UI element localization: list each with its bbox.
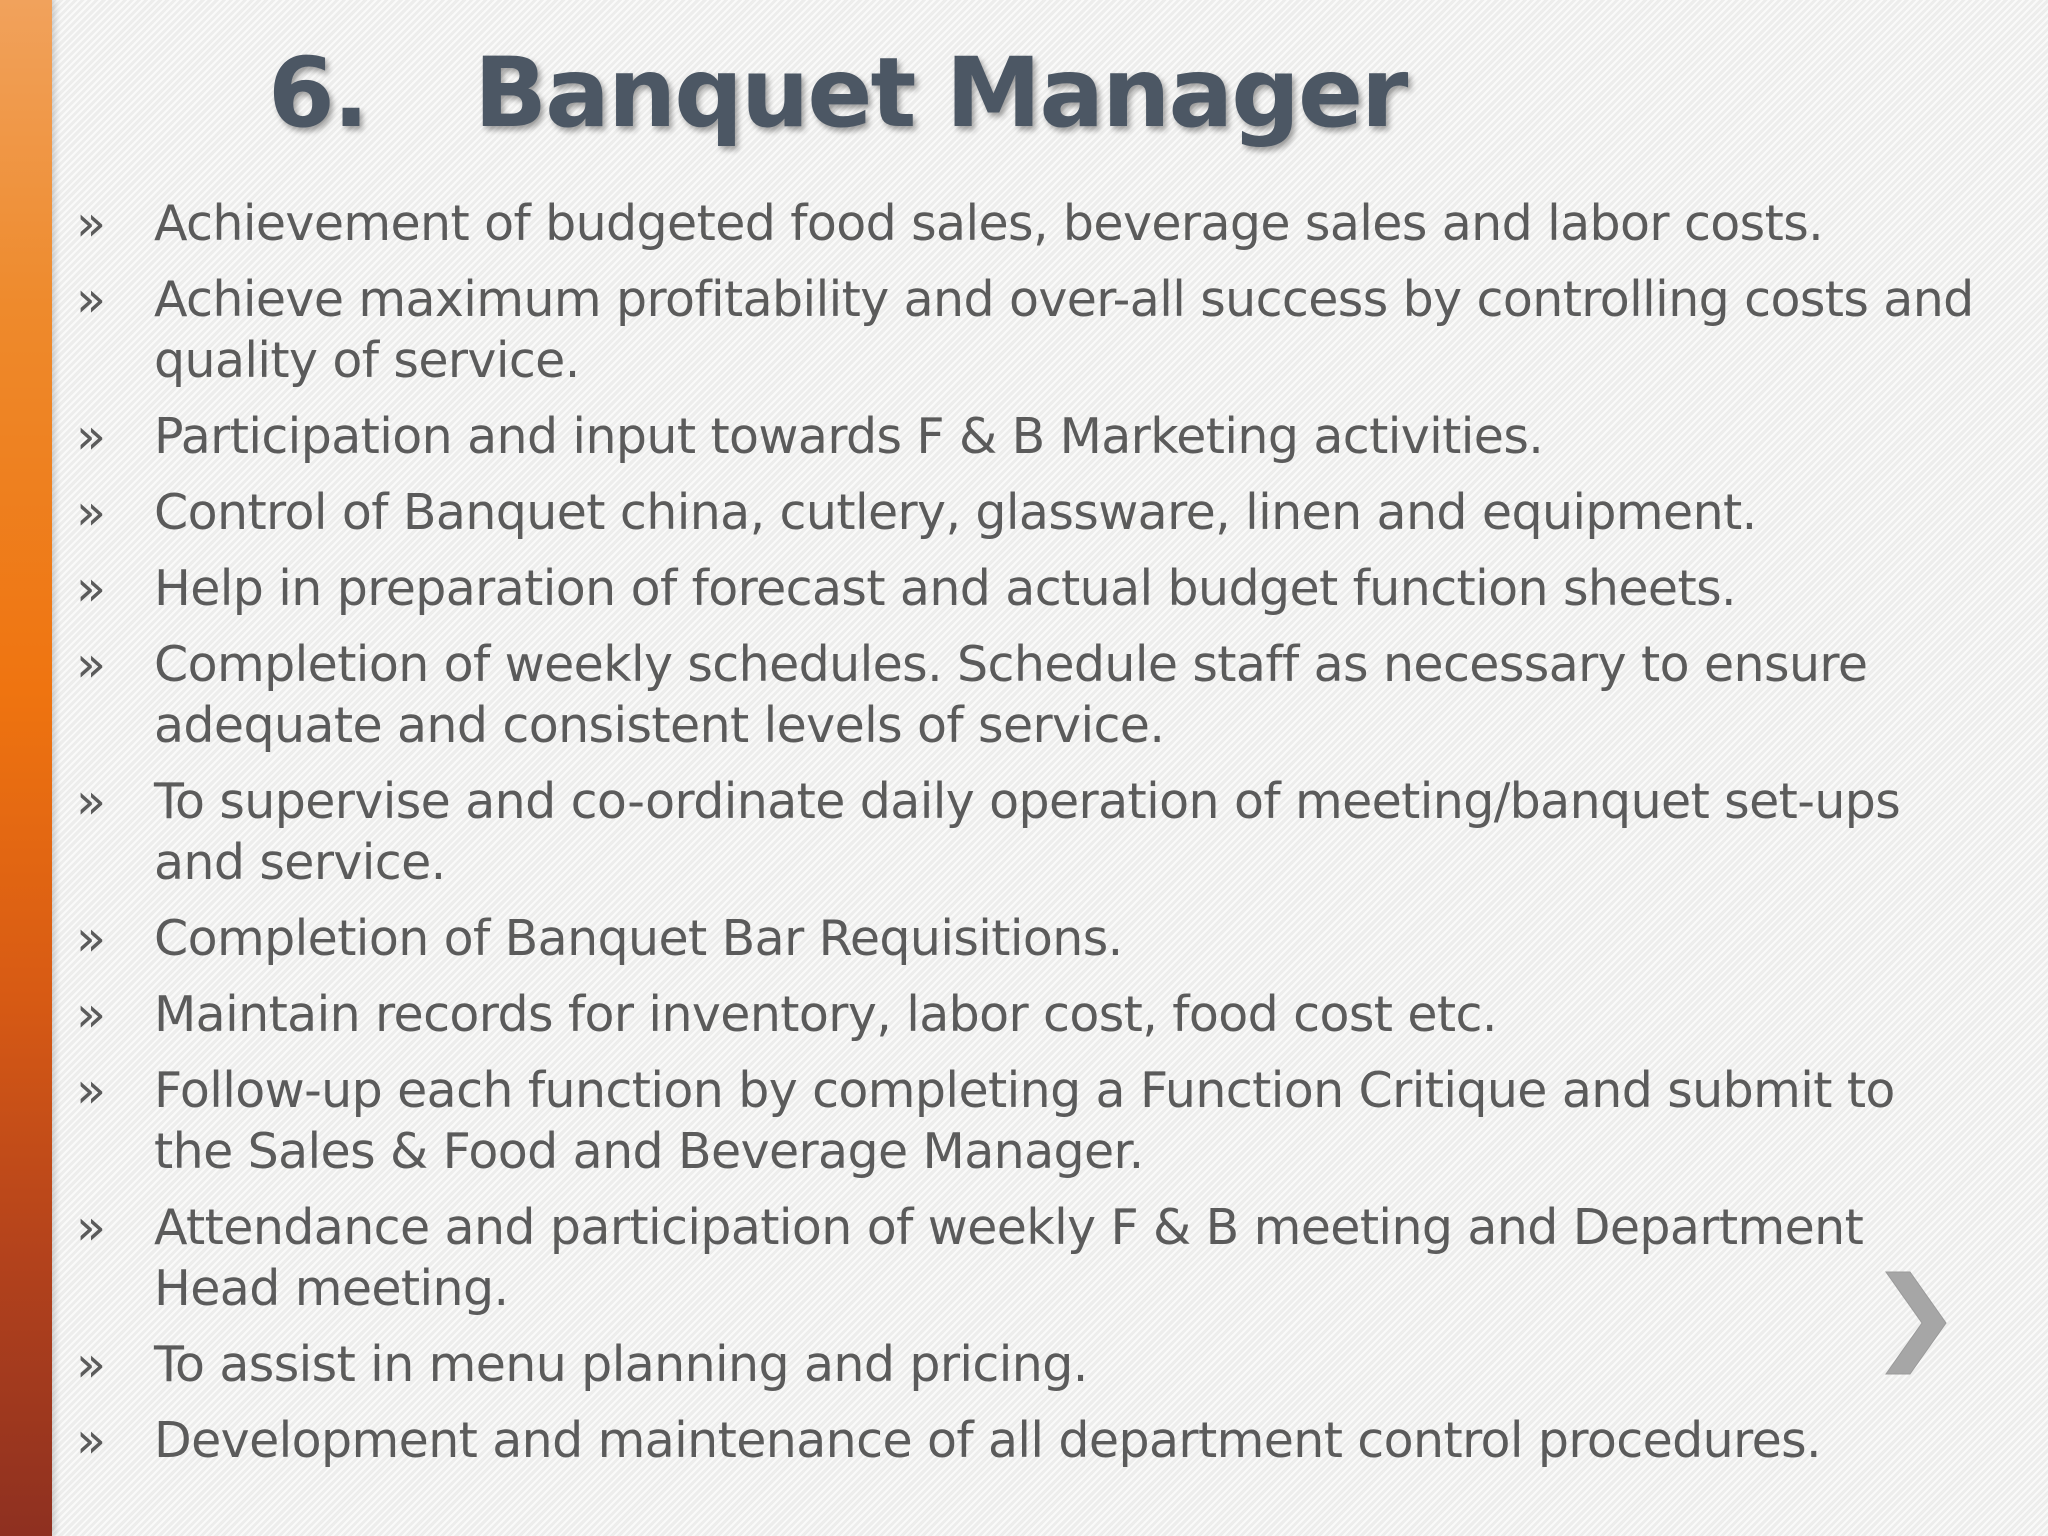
bullet-item <box>76 634 1976 756</box>
bullet-text: To assist in menu planning and pricing. <box>154 1336 1088 1393</box>
bullet-item <box>76 482 1976 543</box>
bullet-item <box>76 1334 1976 1395</box>
bullet-marker: » <box>76 773 106 830</box>
bullet-text: Follow-up each function by completing a Function Critique and submit to the Sales & Food and Beverage Manager. <box>154 1062 1895 1180</box>
bullet-text: Development and maintenance of all department control procedures. <box>154 1412 1822 1469</box>
bullet-text: Completion of weekly schedules. Schedule staff as necessary to ensure adequate and consistent levels of service. <box>154 636 1868 754</box>
bullet-item <box>76 1197 1976 1319</box>
bullet-item <box>76 558 1976 619</box>
bullet-item <box>76 771 1976 893</box>
bullet-marker: » <box>76 560 106 617</box>
bullet-marker: » <box>76 1199 106 1256</box>
bullet-text: Achievement of budgeted food sales, beverage sales and labor costs. <box>154 195 1824 252</box>
bullet-text: To supervise and co-ordinate daily operation of meeting/banquet set-ups and service. <box>154 773 1901 891</box>
bullet-text: Maintain records for inventory, labor cost, food cost etc. <box>154 986 1497 1043</box>
chevron-right-icon[interactable] <box>1880 1268 1950 1378</box>
bullet-item <box>76 269 1976 391</box>
bullet-text: Help in preparation of forecast and actual budget function sheets. <box>154 560 1736 617</box>
bullet-marker: » <box>76 1412 106 1469</box>
bullet-marker: » <box>76 986 106 1043</box>
bullet-text: Completion of Banquet Bar Requisitions. <box>154 910 1123 967</box>
bullet-item <box>76 193 1976 254</box>
bullet-marker: » <box>76 484 106 541</box>
bullet-item <box>76 984 1976 1045</box>
bullet-marker: » <box>76 1062 106 1119</box>
bullet-item <box>76 1410 1976 1471</box>
bullet-marker: » <box>76 271 106 328</box>
title-number: 6. <box>268 37 368 149</box>
bullet-item <box>76 1060 1976 1182</box>
bullet-text: Control of Banquet china, cutlery, glassware, linen and equipment. <box>154 484 1757 541</box>
title-text: Banquet Manager <box>474 37 1407 149</box>
bullet-item <box>76 406 1976 467</box>
slide-title <box>268 28 1406 158</box>
bullet-marker: » <box>76 636 106 693</box>
bullet-item <box>76 908 1976 969</box>
bullet-marker: » <box>76 408 106 465</box>
bullet-marker: » <box>76 195 106 252</box>
bullet-list <box>76 193 1976 1486</box>
bullet-text: Achieve maximum profitability and over-all success by controlling costs and quality of service. <box>154 271 1974 389</box>
side-accent-bar <box>0 0 52 1536</box>
bullet-text: Attendance and participation of weekly F & B meeting and Department Head meeting. <box>154 1199 1864 1317</box>
bullet-marker: » <box>76 910 106 967</box>
bullet-text: Participation and input towards F & B Marketing activities. <box>154 408 1544 465</box>
bullet-marker: » <box>76 1336 106 1393</box>
